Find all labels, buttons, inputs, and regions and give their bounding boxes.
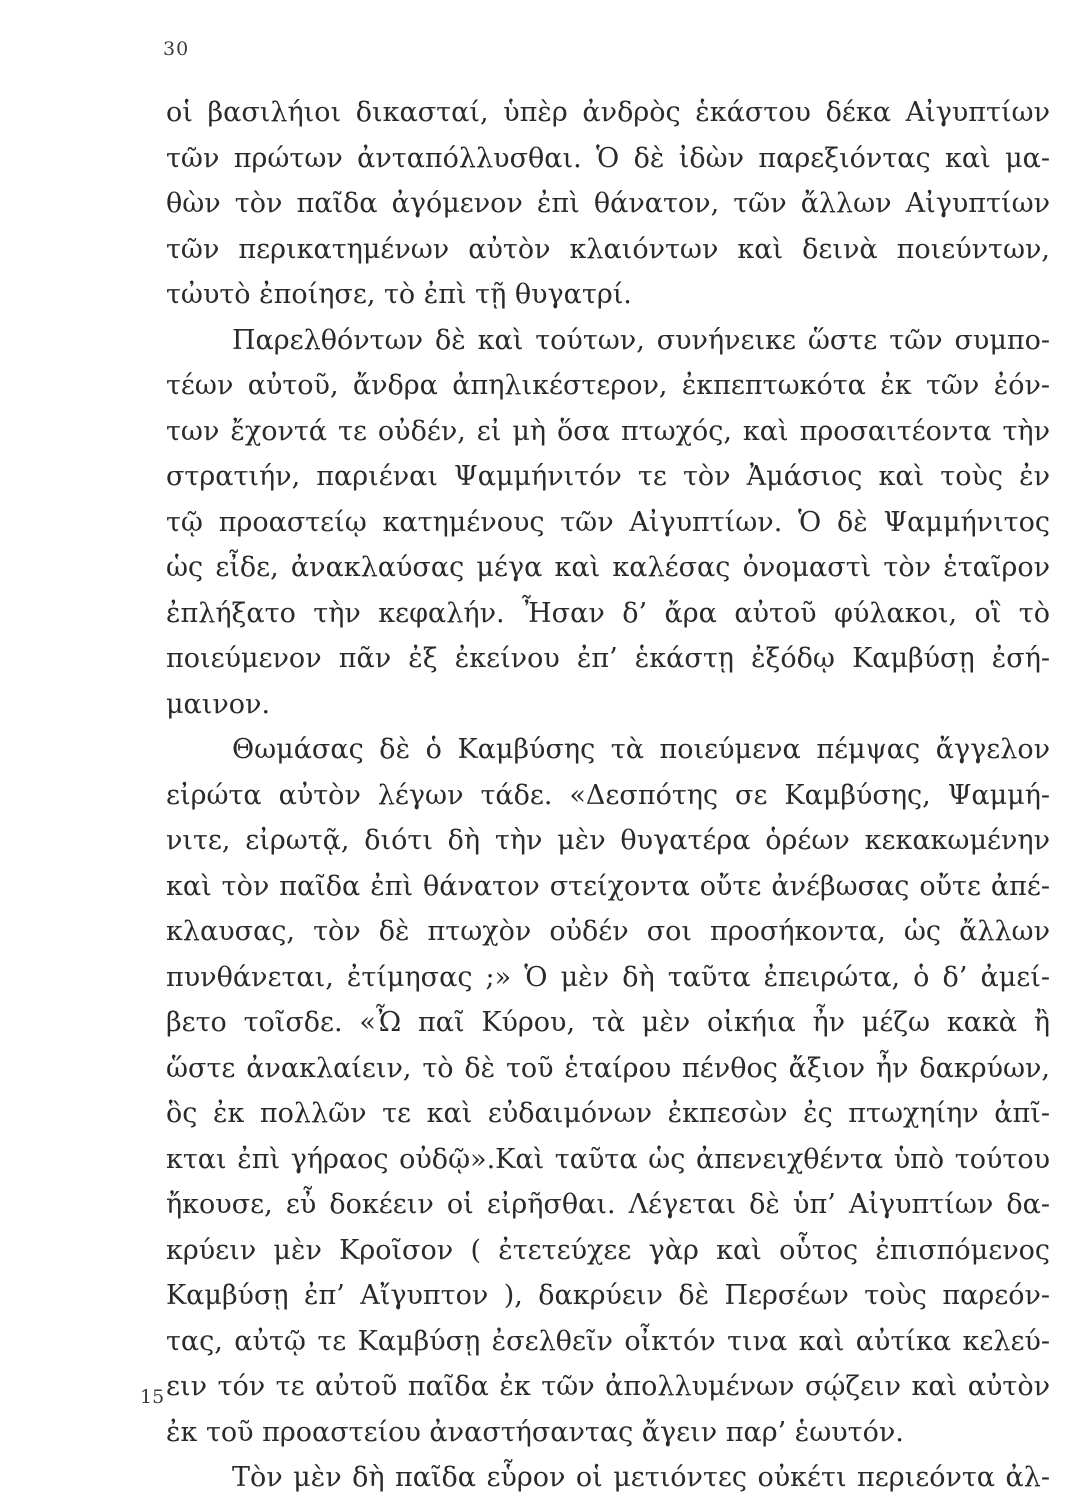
- text-line: τας, αὐτῷ τε Καμβύσῃ ἐσελθεῖν οἶκτόν τινα καὶ αὐτίκα κελεύ-: [166, 1325, 1050, 1357]
- text-line: νιτε, εἰρωτᾷ, διότι δὴ τὴν μὲν θυγατέρα ὁρέων κεκακωμένην: [166, 825, 1050, 856]
- text-line: εἰρώτα αὐτὸν λέγων τάδε. «Δεσπότης σε Καμβύσης, Ψαμμή-: [166, 779, 1050, 811]
- text-line: θὼν τὸν παῖδα ἀγόμενον ἐπὶ θάνατον, τῶν ἄλλων Αἰγυπτίων: [166, 188, 1050, 219]
- text-line: Καμβύσῃ ἐπ’ Αἴγυπτον ), δακρύειν δὲ Περσέων τοὺς παρεόν-: [166, 1280, 1050, 1311]
- text-line: μαινον.: [166, 688, 271, 720]
- text-line: ἐπλήξατο τὴν κεφαλήν. Ἦσαν δ’ ἄρα αὐτοῦ φύλακοι, οἳ τὸ: [166, 597, 1050, 629]
- text-line: ὡς εἶδε, ἀνακλαύσας μέγα καὶ καλέσας ὀνομαστὶ τὸν ἑταῖρον: [166, 552, 1050, 583]
- line-number-marker: 15: [140, 1386, 165, 1408]
- text-line: κται ἐπὶ γήραος οὐδῷ».Καὶ ταῦτα ὡς ἀπενειχθέντα ὑπὸ τούτου: [166, 1143, 1050, 1175]
- text-line: καὶ τὸν παῖδα ἐπὶ θάνατον στείχοντα οὔτε ἀνέβωσας οὔτε ἀπέ-: [166, 870, 1050, 902]
- text-line: πυνθάνεται, ἐτίμησας ;» Ὁ μὲν δὴ ταῦτα ἐπειρώτα, ὁ δ’ ἀμεί-: [166, 961, 1050, 993]
- text-line: ειν τόν τε αὐτοῦ παῖδα ἐκ τῶν ἀπολλυμένων σῴζειν καὶ αὐτὸν: [166, 1371, 1050, 1402]
- text-line: Τὸν μὲν δὴ παῖδα εὗρον οἱ μετιόντες οὐκέτι περιεόντα ἀλ-: [232, 1462, 1050, 1493]
- text-line: βετο τοῖσδε. «Ὦ παῖ Κύρου, τὰ μὲν οἰκήια ἦν μέζω κακὰ ἢ: [166, 1007, 1050, 1038]
- text-line: οἱ βασιλήιοι δικασταί, ὑπὲρ ἀνδρὸς ἑκάστου δέκα Αἰγυπτίων: [166, 97, 1050, 128]
- text-line: κρύειν μὲν Κροῖσον ( ἐτετεύχεε γὰρ καὶ οὗτος ἐπισπόμενος: [166, 1234, 1050, 1266]
- text-line: στρατιήν, παριέναι Ψαμμήνιτόν τε τὸν Ἀμάσιος καὶ τοὺς ἐν: [166, 461, 1050, 492]
- text-line: τέων αὐτοῦ, ἄνδρα ἀπηλικέστερον, ἐκπεπτωκότα ἐκ τῶν ἐόν-: [166, 370, 1050, 401]
- body-text: [166, 90, 1050, 1501]
- text-line: τῶν πρώτων ἀνταπόλλυσθαι. Ὁ δὲ ἰδὼν παρεξιόντας καὶ μα-: [166, 142, 1050, 174]
- text-line: Παρελθόντων δὲ καὶ τούτων, συνήνεικε ὥστε τῶν συμπο-: [232, 324, 1050, 356]
- text-line: ὃς ἐκ πολλῶν τε καὶ εὐδαιμόνων ἐκπεσὼν ἐς πτωχηίην ἀπῖ-: [166, 1098, 1050, 1129]
- text-line: τῶν περικατημένων αὐτὸν κλαιόντων καὶ δεινὰ ποιεύντων,: [166, 233, 1050, 265]
- text-line: Θωμάσας δὲ ὁ Καμβύσης τὰ ποιεύμενα πέμψας ἄγγελον: [232, 734, 1050, 765]
- text-line: ὥστε ἀνακλαίειν, τὸ δὲ τοῦ ἑταίρου πένθος ἄξιον ἦν δακρύων,: [166, 1052, 1050, 1084]
- text-line: ἤκουσε, εὖ δοκέειν οἱ εἰρῆσθαι. Λέγεται δὲ ὑπ’ Αἰγυπτίων δα-: [166, 1189, 1050, 1220]
- page-number: 30: [163, 38, 190, 60]
- text-line: των ἔχοντά τε οὐδέν, εἰ μὴ ὅσα πτωχός, καὶ προσαιτέοντα τὴν: [166, 415, 1050, 447]
- text-line: ποιεύμενον πᾶν ἐξ ἐκείνου ἐπ’ ἑκάστῃ ἐξόδῳ Καμβύσῃ ἐσή-: [166, 643, 1050, 674]
- text-line: ἐκ τοῦ προαστείου ἀναστήσαντας ἄγειν παρ’ ἑωυτόν.: [166, 1416, 904, 1448]
- text-line: τῷ προαστείῳ κατημένους τῶν Αἰγυπτίων. Ὁ δὲ Ψαμμήνιτος: [166, 506, 1050, 538]
- text-line: τὠυτὸ ἐποίησε, τὸ ἐπὶ τῇ θυγατρί.: [166, 279, 632, 310]
- text-line: κλαυσας, τὸν δὲ πτωχὸν οὐδέν σοι προσήκοντα, ὡς ἄλλων: [166, 916, 1050, 947]
